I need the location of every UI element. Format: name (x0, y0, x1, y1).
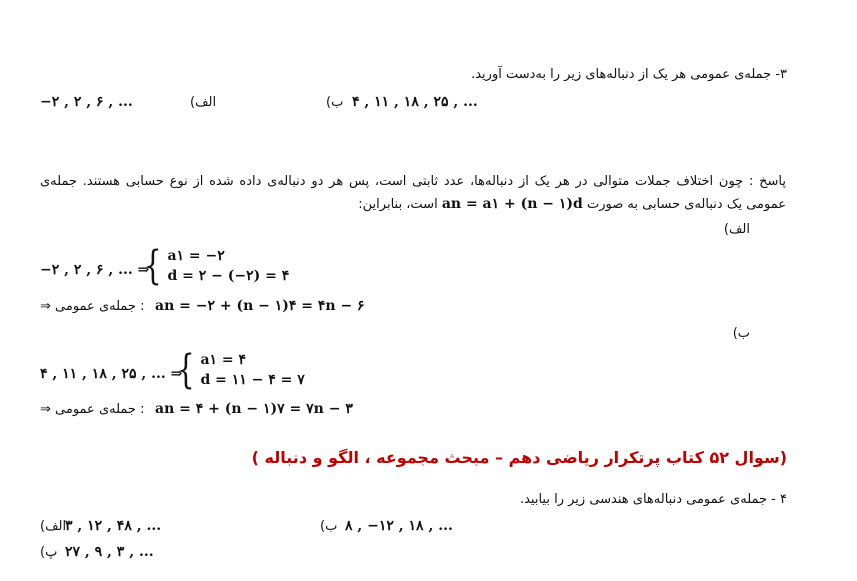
answer-b-result-prefix: ⇒ جمله‌ی عمومی : (40, 402, 145, 417)
answer-a-result-prefix: ⇒ جمله‌ی عمومی : (40, 299, 145, 314)
question-4-title: ۴ - جمله‌ی عمومی دنباله‌های هندسی زیر را بیابید. (519, 492, 787, 507)
answer-text-after: است، بنابراین: (358, 197, 438, 212)
q4-part-b-label: ب) (320, 519, 338, 534)
left-brace: { (143, 243, 162, 289)
answer-a-difference: d = ۲ − (−۲) = ۴ (167, 268, 290, 284)
answer-label-a: الف) (723, 222, 750, 237)
answer-a-first-term: a۱ = −۲ (167, 248, 225, 264)
general-term-formula: an = a۱ + (n − ۱)d (441, 196, 583, 212)
answer-a-general-term: an = −۲ + (n − ۱)۴ = ۴n − ۶ (155, 298, 365, 314)
q4-part-b-sequence: ۸ , −۱۲ , ۱۸ , ... (345, 518, 453, 534)
q3-part-a-sequence: −۲ , ۲ , ۶ , ... (40, 94, 133, 110)
q4-part-a-label: الف) (40, 519, 67, 534)
answer-a-sequence: −۲ , ۲ , ۶ , ... ⇒ (40, 262, 150, 278)
answer-paragraph (40, 170, 786, 216)
q3-part-b-label: ب) (326, 95, 344, 110)
q4-part-c-label: پ) (40, 545, 58, 560)
q4-part-c-sequence: ۲۷ , ۹ , ۳ , ... (65, 544, 154, 560)
q3-part-b-sequence: ۴ , ۱۱ , ۱۸ , ۲۵ , ... (352, 94, 478, 110)
q4-part-a-sequence: ۳ , ۱۲ , ۴۸ , ... (65, 518, 162, 534)
answer-b-system (173, 347, 305, 393)
answer-b-difference: d = ۱۱ − ۴ = ۷ (200, 372, 305, 388)
answer-text-before: پاسخ : چون اختلاف جملات متوالی در هر یک از دنباله‌ها، عدد ثابتی است، پس هر دو دنباله‌ی داده شده از نوع حسابی هستند. جمله‌ی عمومی یک دنباله‌ی حسابی به صورت (40, 174, 786, 212)
question-3-title: ۳- جمله‌ی عمومی هر یک از دنباله‌های زیر را به‌دست آورید. (471, 67, 787, 82)
answer-b-first-term: a۱ = ۴ (200, 352, 247, 368)
answer-a-system (140, 243, 290, 289)
answer-b-sequence: ۴ , ۱۱ , ۱۸ , ۲۵ , ... ⇒ (40, 366, 183, 382)
answer-b-general-term: an = ۴ + (n − ۱)۷ = ۷n − ۳ (155, 401, 353, 417)
q3-part-a-label: الف) (190, 95, 217, 110)
answer-label-b: ب) (732, 326, 750, 341)
left-brace: { (176, 347, 195, 393)
source-heading: (سوال ۵۲ کتاب پرتکرار ریاضی دهم – مبحث مجموعه ، الگو و دنباله ) (251, 448, 787, 467)
